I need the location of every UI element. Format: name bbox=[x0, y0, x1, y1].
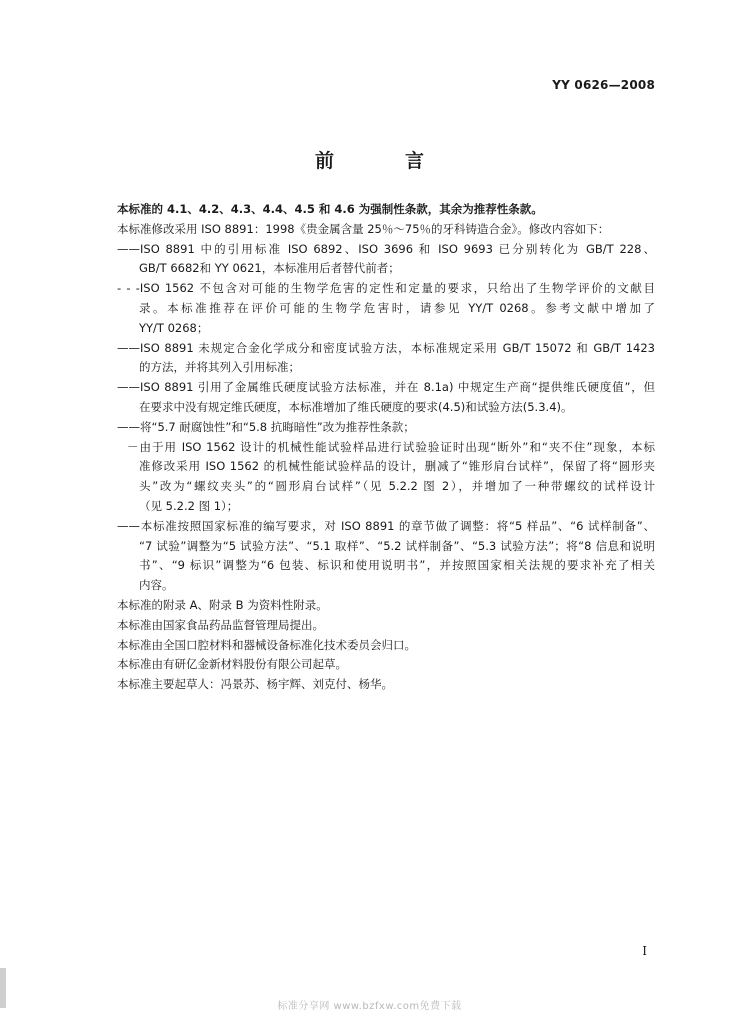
footer-watermark: 标准分享网 www.bzfxw.com免费下载 bbox=[277, 1001, 462, 1012]
preface-line: 本标准修改采用 ISO 8891：1998《贵金属含量 25％～75％的牙科铸造合金》。修改内容如下： bbox=[117, 221, 610, 236]
preface-line: ——ISO 8891 引用了金属维氏硬度试验方法标准，并在 8.1a) 中规定生产商“提供维氏硬度值”，但 bbox=[117, 380, 655, 395]
standard-code: YY 0626—2008 bbox=[552, 78, 655, 92]
preface-line: ——将“5.7 耐腐蚀性”和“5.8 抗晦暗性”改为推荐性条款； bbox=[117, 419, 415, 434]
preface-line: 本标准主要起草人：冯景苏、杨宇辉、刘克付、杨华。 bbox=[117, 677, 393, 692]
preface-line: “7 试验”调整为“5 试验方法”、“5.1 取样”、“5.2 试样制备”、“5.3 试验方法”；将“8 信息和说明 bbox=[139, 538, 655, 553]
preface-line: 本标准由国家食品药品监督管理局提出。 bbox=[117, 617, 324, 632]
preface-line: ——ISO 8891 未规定合金化学成分和密度试验方法，本标准规定采用 GB/T 15072 和 GB/T 1423 bbox=[117, 340, 655, 355]
preface-line: 在要求中没有规定维氏硬度，本标准增加了维氏硬度的要求(4.5)和试验方法(5.3.4)。 bbox=[139, 399, 573, 414]
preface-body bbox=[117, 200, 655, 695]
preface-line: 录。本标准推荐在评价可能的生物学危害时，请参见 YY/T 0268。参考文献中增加了 bbox=[139, 300, 655, 315]
preface-line: （见 5.2.2 图 1）； bbox=[139, 498, 239, 513]
preface-line: 本标准由全国口腔材料和器械设备标准化技术委员会归口。 bbox=[117, 637, 416, 652]
page-number: I bbox=[642, 944, 647, 958]
preface-line: ——ISO 8891 中的引用标准 ISO 6892、ISO 3696 和 ISO 9693 已分别转化为 GB/T 228、 bbox=[117, 241, 655, 256]
preface-line: 内容。 bbox=[139, 578, 174, 593]
preface-line: 的方法，并将其列入引用标准； bbox=[139, 360, 300, 375]
preface-line: 准修改采用 ISO 1562 的机械性能试验样品的设计，删减了“锥形肩台试样”，保留了将“圆形夹 bbox=[139, 459, 655, 474]
preface-line: - - -ISO 1562 不包含对可能的生物学危害的定性和定量的要求，只给出了生物学评价的文献目 bbox=[117, 281, 655, 296]
preface-line: 本标准的附录 A、附录 B 为资料性附录。 bbox=[117, 597, 328, 612]
preface-line: －由于用 ISO 1562 设计的机械性能试验样品进行试验验证时出现“断外”和“夹不住”现象，本标 bbox=[127, 439, 655, 454]
preface-line: 本标准由有研亿金新材料股份有限公司起草。 bbox=[117, 657, 347, 672]
preface-line: ——本标准按照国家标准的编写要求，对 ISO 8891 的章节做了调整：将“5 样品”、“6 试样制备”、 bbox=[117, 518, 655, 533]
preface-line: GB/T 6682和 YY 0621，本标准用后者替代前者； bbox=[139, 261, 400, 276]
preface-line: 头”改为“螺纹夹头”的“圆形肩台试样”（见 5.2.2 图 2），并增加了一种带螺纹的试样设计 bbox=[139, 479, 655, 494]
page-title: 前 言 bbox=[314, 150, 450, 172]
preface-line: 本标准的 4.1、4.2、4.3、4.4、4.5 和 4.6 为强制性条款，其余为推荐性条款。 bbox=[117, 202, 543, 216]
preface-line: YY/T 0268； bbox=[139, 320, 209, 335]
preface-line: 书”、“9 标识”调整为“6 包装、标识和使用说明书”，并按照国家相关法规的要求补充了相关 bbox=[139, 558, 655, 573]
